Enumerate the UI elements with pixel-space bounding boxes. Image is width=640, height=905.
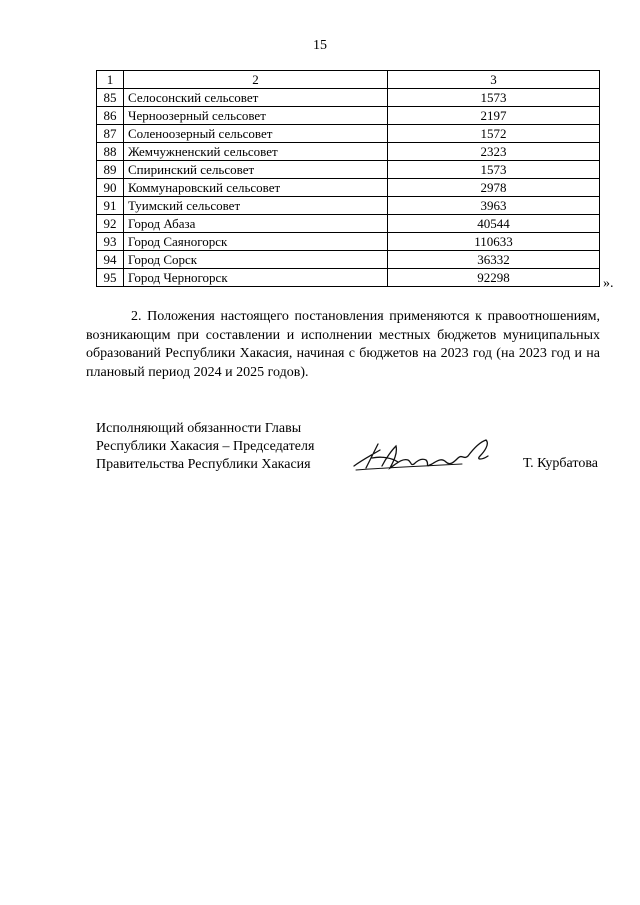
table-row (97, 143, 600, 161)
row-value-cell: 2978 (388, 179, 600, 197)
header-cell-name: 2 (124, 71, 388, 89)
table-row (97, 125, 600, 143)
row-value-cell: 1573 (388, 89, 600, 107)
row-value-cell: 36332 (388, 251, 600, 269)
row-name-cell: Город Абаза (124, 215, 388, 233)
signer-name: Т. Курбатова (523, 456, 598, 471)
table-row (97, 269, 600, 287)
row-name-cell: Город Саяногорск (124, 233, 388, 251)
closing-quote: ». (603, 276, 614, 291)
row-value-cell: 2197 (388, 107, 600, 125)
table-header-row (97, 71, 600, 89)
row-value-cell: 92298 (388, 269, 600, 287)
row-name-cell: Туимский сельсовет (124, 197, 388, 215)
row-number-cell: 95 (97, 269, 124, 287)
table-row (97, 215, 600, 233)
row-number-cell: 88 (97, 143, 124, 161)
row-value-cell: 3963 (388, 197, 600, 215)
body-paragraph: 2. Положения настоящего постановления применяются к правоотношениям, возникающим при составлении и исполнении местных бюджетов муниципальных образований Республики Хакасия, начиная с бюджетов на 2023 год (на 2023 год и на плановый период 2024 и 2025 годов). (86, 309, 600, 380)
header-cell-value: 3 (388, 71, 600, 89)
row-value-cell: 1573 (388, 161, 600, 179)
row-value-cell: 110633 (388, 233, 600, 251)
row-number-cell: 91 (97, 197, 124, 215)
table-row (97, 89, 600, 107)
table-row (97, 197, 600, 215)
row-number-cell: 93 (97, 233, 124, 251)
signer-title (96, 420, 356, 474)
row-number-cell: 89 (97, 161, 124, 179)
row-number-cell: 86 (97, 107, 124, 125)
signer-title-line: Исполняющий обязанности Главы (96, 421, 302, 436)
row-value-cell: 1572 (388, 125, 600, 143)
table-row (97, 107, 600, 125)
row-number-cell: 87 (97, 125, 124, 143)
row-value-cell: 2323 (388, 143, 600, 161)
signer-title-line: Правительства Республики Хакасия (96, 457, 311, 472)
row-name-cell: Черноозерный сельсовет (124, 107, 388, 125)
row-name-cell: Жемчужненский сельсовет (124, 143, 388, 161)
budget-table (96, 70, 600, 287)
table-row (97, 233, 600, 251)
row-name-cell: Соленоозерный сельсовет (124, 125, 388, 143)
row-name-cell: Спиринский сельсовет (124, 161, 388, 179)
table-row (97, 161, 600, 179)
row-number-cell: 90 (97, 179, 124, 197)
signer-title-line: Республики Хакасия – Председателя (96, 439, 315, 454)
row-name-cell: Город Черногорск (124, 269, 388, 287)
table-row (97, 251, 600, 269)
row-name-cell: Коммунаровский сельсовет (124, 179, 388, 197)
handwritten-signature (352, 436, 498, 478)
row-number-cell: 92 (97, 215, 124, 233)
row-name-cell: Город Сорск (124, 251, 388, 269)
row-value-cell: 40544 (388, 215, 600, 233)
row-name-cell: Селосонский сельсовет (124, 89, 388, 107)
page-number: 15 (313, 38, 327, 53)
row-number-cell: 94 (97, 251, 124, 269)
row-number-cell: 85 (97, 89, 124, 107)
header-cell-number: 1 (97, 71, 124, 89)
table-row (97, 179, 600, 197)
